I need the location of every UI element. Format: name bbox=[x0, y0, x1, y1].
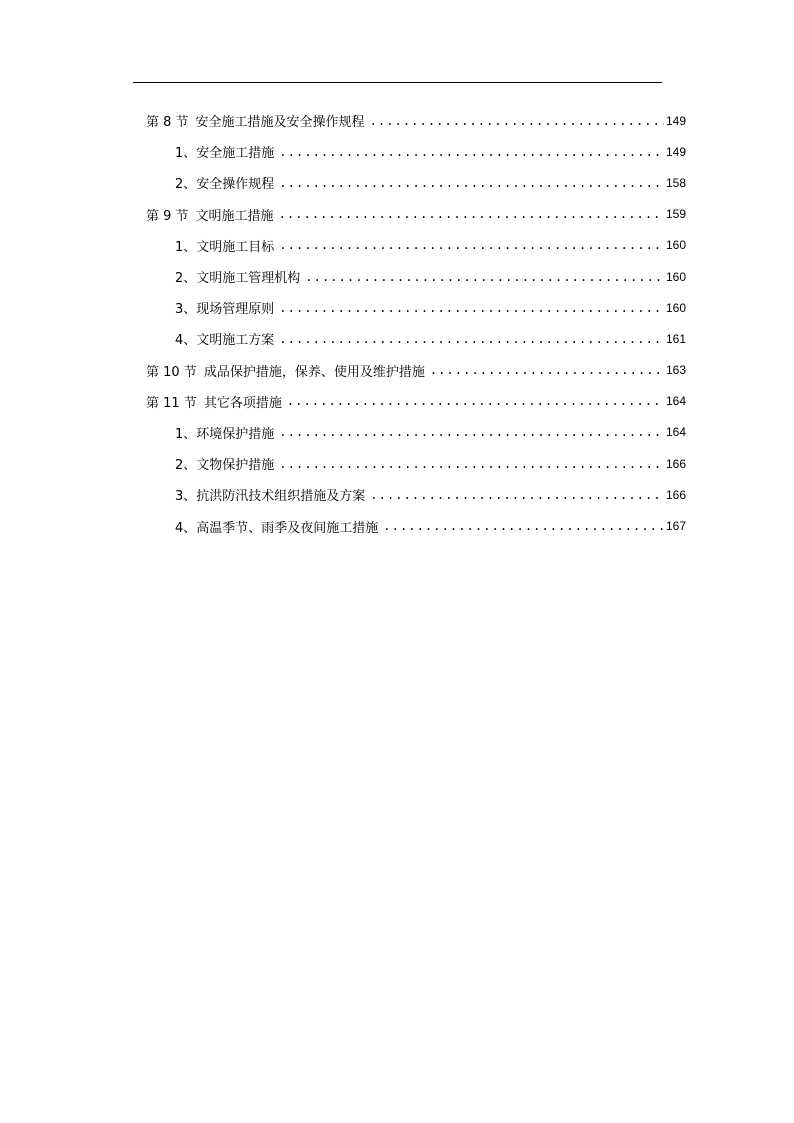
toc-entry-title: 文物保护措施 bbox=[196, 458, 275, 474]
toc-entry-number: 第 8 节 bbox=[146, 115, 189, 131]
toc-entry-title: 其它各项措施 bbox=[203, 395, 282, 411]
dot-leader bbox=[430, 364, 664, 376]
toc-entry-title: 高温季节、雨季及夜间施工措施 bbox=[196, 520, 379, 536]
toc-entry-9-3[interactable] bbox=[146, 292, 686, 323]
dot-leader bbox=[287, 395, 664, 407]
toc-entry-11-1[interactable] bbox=[146, 417, 686, 448]
toc-entry-section-11[interactable] bbox=[146, 386, 686, 417]
toc-entry-title: 环境保护措施 bbox=[196, 426, 275, 442]
toc-entry-11-4[interactable] bbox=[146, 510, 686, 541]
toc-entry-9-1[interactable] bbox=[146, 230, 686, 261]
toc-entry-page: 166 bbox=[665, 456, 686, 471]
dot-leader bbox=[279, 146, 664, 158]
toc-entry-page: 149 bbox=[665, 144, 686, 159]
toc-entry-title: 成品保护措施，保养、使用及维护措施 bbox=[203, 364, 425, 380]
toc-entry-8-1[interactable] bbox=[146, 136, 686, 167]
toc-entry-page: 164 bbox=[665, 425, 686, 440]
toc-entry-page: 159 bbox=[665, 207, 686, 222]
toc-entry-number: 2、 bbox=[175, 177, 197, 193]
toc-entry-9-4[interactable] bbox=[146, 323, 686, 354]
dot-leader bbox=[279, 302, 664, 314]
dot-leader bbox=[279, 333, 664, 345]
table-of-contents bbox=[146, 105, 686, 542]
dot-leader bbox=[305, 271, 664, 283]
toc-entry-page: 149 bbox=[665, 113, 686, 128]
toc-entry-title: 现场管理原则 bbox=[196, 302, 275, 318]
toc-entry-title: 抗洪防汛技术组织措施及方案 bbox=[196, 489, 366, 505]
toc-entry-page: 164 bbox=[665, 394, 686, 409]
toc-entry-11-3[interactable] bbox=[146, 479, 686, 510]
toc-entry-9-2[interactable] bbox=[146, 261, 686, 292]
dot-leader bbox=[370, 489, 664, 501]
dot-leader bbox=[279, 239, 664, 251]
toc-entry-number: 第 10 节 bbox=[146, 364, 197, 380]
toc-entry-page: 167 bbox=[665, 519, 686, 534]
toc-entry-number: 4、 bbox=[175, 333, 197, 349]
toc-entry-page: 160 bbox=[665, 269, 686, 284]
toc-entry-title: 文明施工措施 bbox=[195, 208, 274, 224]
toc-entry-page: 163 bbox=[665, 363, 686, 378]
toc-entry-number: 1、 bbox=[175, 426, 197, 442]
toc-entry-page: 158 bbox=[665, 175, 686, 190]
dot-leader bbox=[279, 458, 664, 470]
toc-entry-number: 1、 bbox=[175, 239, 197, 255]
toc-entry-number: 4、 bbox=[175, 520, 197, 536]
toc-entry-number: 第 9 节 bbox=[146, 208, 189, 224]
toc-entry-section-8[interactable] bbox=[146, 105, 686, 136]
toc-entry-number: 第 11 节 bbox=[146, 395, 197, 411]
dot-leader bbox=[279, 208, 664, 220]
dot-leader bbox=[279, 426, 664, 438]
toc-entry-title: 安全施工措施及安全操作规程 bbox=[195, 115, 365, 131]
dot-leader bbox=[370, 115, 664, 127]
dot-leader bbox=[279, 177, 664, 189]
toc-entry-11-2[interactable] bbox=[146, 448, 686, 479]
toc-entry-number: 3、 bbox=[175, 302, 197, 318]
toc-entry-number: 2、 bbox=[175, 271, 197, 287]
toc-entry-title: 安全施工措施 bbox=[196, 146, 275, 162]
toc-entry-title: 文明施工管理机构 bbox=[196, 271, 301, 287]
toc-entry-number: 2、 bbox=[175, 458, 197, 474]
toc-entry-8-2[interactable] bbox=[146, 167, 686, 198]
toc-entry-title: 文明施工方案 bbox=[196, 333, 275, 349]
toc-entry-section-9[interactable] bbox=[146, 199, 686, 230]
header-rule bbox=[133, 82, 662, 83]
dot-leader bbox=[383, 520, 664, 532]
toc-entry-section-10[interactable] bbox=[146, 355, 686, 386]
toc-entry-page: 166 bbox=[665, 487, 686, 502]
toc-entry-number: 1、 bbox=[175, 146, 197, 162]
toc-entry-page: 161 bbox=[665, 331, 686, 346]
toc-entry-page: 160 bbox=[665, 300, 686, 315]
toc-entry-title: 文明施工目标 bbox=[196, 239, 275, 255]
toc-entry-page: 160 bbox=[665, 238, 686, 253]
toc-entry-title: 安全操作规程 bbox=[196, 177, 275, 193]
toc-entry-number: 3、 bbox=[175, 489, 197, 505]
